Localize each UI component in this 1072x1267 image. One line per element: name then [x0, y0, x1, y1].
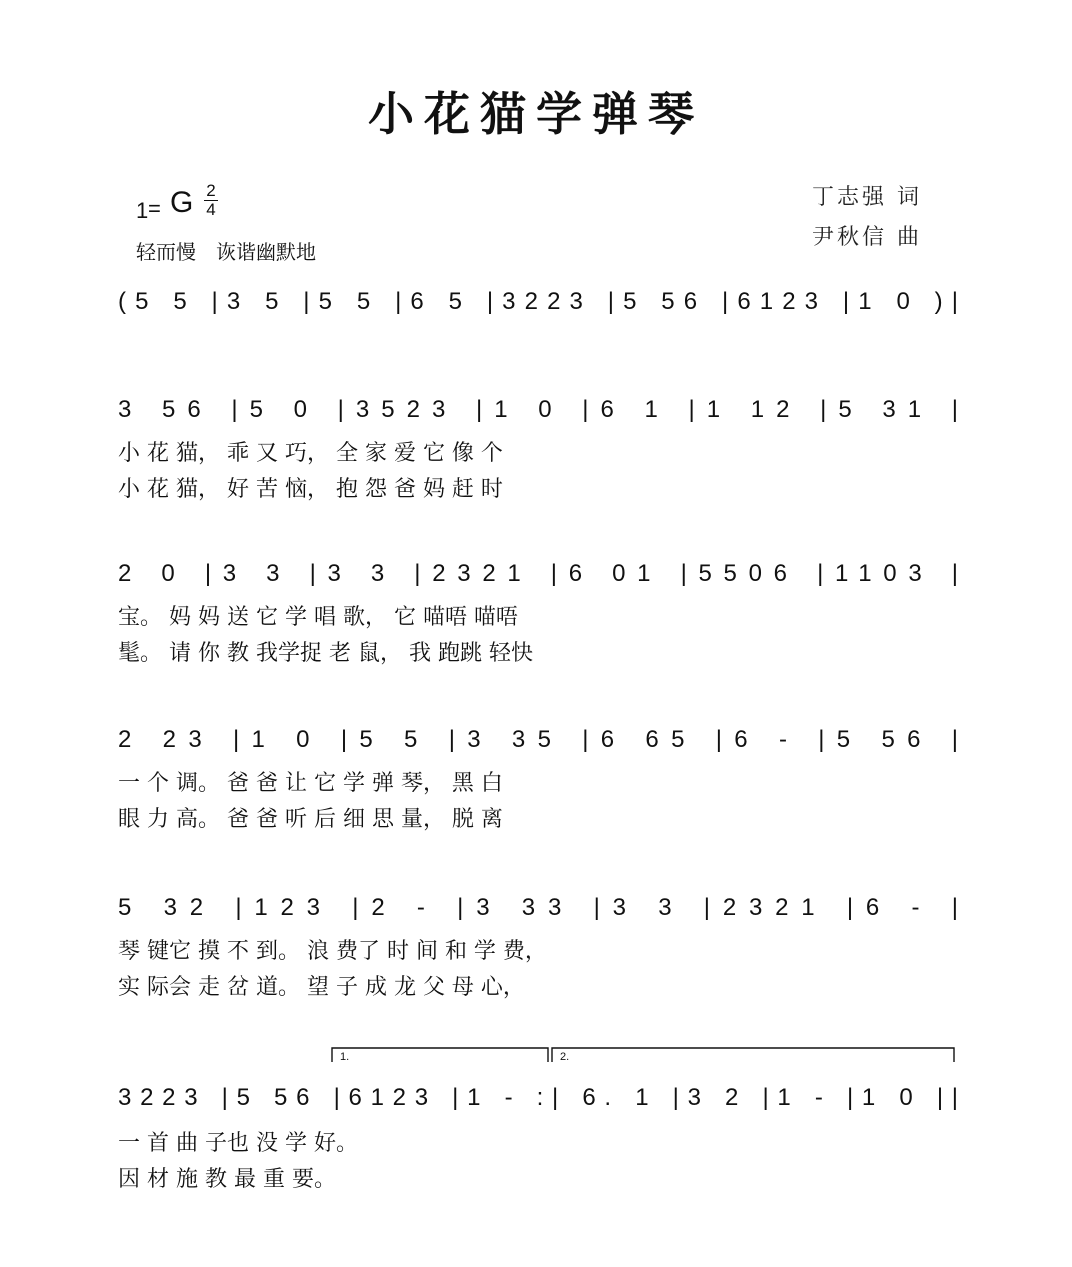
lyric-row-6-verse-2: 因 材 施 教 最 重 要。 — [118, 1167, 336, 1192]
key-do: 1 — [136, 198, 149, 223]
lyric-row-5-verse-2: 实 际会 走 岔 道。 望 子 成 龙 父 母 心， — [118, 975, 525, 1000]
key-note: G — [170, 186, 194, 219]
volta-bracket-2 — [552, 1048, 954, 1062]
notation-row-5: 5 32 |123 |2 - |3 33 |3 3 |2321 |6 - | — [118, 894, 958, 921]
tempo-marking: 轻而慢 诙谐幽默地 — [136, 240, 316, 264]
volta-bracket-1 — [332, 1048, 548, 1062]
notation-row-6: 3223 |5 56 |6123 |1 - :| 6. 1 |3 2 |1 - |1 0 || — [118, 1084, 958, 1111]
time-sig-bottom: 4 — [206, 200, 216, 219]
song-title: 小花猫学弹琴 — [368, 87, 704, 141]
lyric-row-6-verse-1: 一 首 曲 子也 没 学 好。 — [118, 1131, 358, 1156]
composer: 尹秋信 曲 — [812, 225, 922, 250]
key-equals: = — [148, 196, 161, 221]
lyric-row-2-verse-2: 小 花 猫， 好 苦 恼， 抱 怨 爸 妈 赶 时 — [118, 477, 503, 502]
lyric-row-2-verse-1: 小 花 猫， 乖 又 巧， 全 家 爱 它 像 个 — [118, 441, 503, 466]
volta-label-1: 1. — [340, 1051, 350, 1063]
notation-row-4: 2 23 |1 0 |5 5 |3 35 |6 65 |6 - |5 56 | — [118, 726, 958, 753]
time-sig-top: 2 — [204, 182, 218, 201]
lyricist: 丁志强 词 — [812, 185, 922, 210]
notation-row-1: (5 5 |3 5 |5 5 |6 5 |3223 |5 56 |6123 |1 0 )| — [118, 288, 959, 315]
lyric-row-4-verse-1: 一 个 调。 爸 爸 让 它 学 弹 琴， 黑 白 — [118, 771, 503, 796]
notation-row-3: 2 0 |3 3 |3 3 |2321 |6 01 |5506 |1103 | — [118, 560, 958, 587]
lyric-row-3-verse-1: 宝。 妈 妈 送 它 学 唱 歌， 它 喵唔 喵唔 — [118, 605, 518, 630]
lyric-row-3-verse-2: 髦。 请 你 教 我学捉 老 鼠， 我 跑跳 轻快 — [118, 641, 533, 666]
notation-row-2: 3 56 |5 0 |3523 |1 0 |6 1 |1 12 |5 31 | — [118, 396, 959, 423]
lyric-row-4-verse-2: 眼 力 高。 爸 爸 听 后 细 思 量， 脱 离 — [118, 807, 503, 832]
lyric-row-5-verse-1: 琴 键它 摸 不 到。 浪 费了 时 间 和 学 费， — [118, 939, 547, 964]
volta-label-2: 2. — [560, 1051, 570, 1063]
